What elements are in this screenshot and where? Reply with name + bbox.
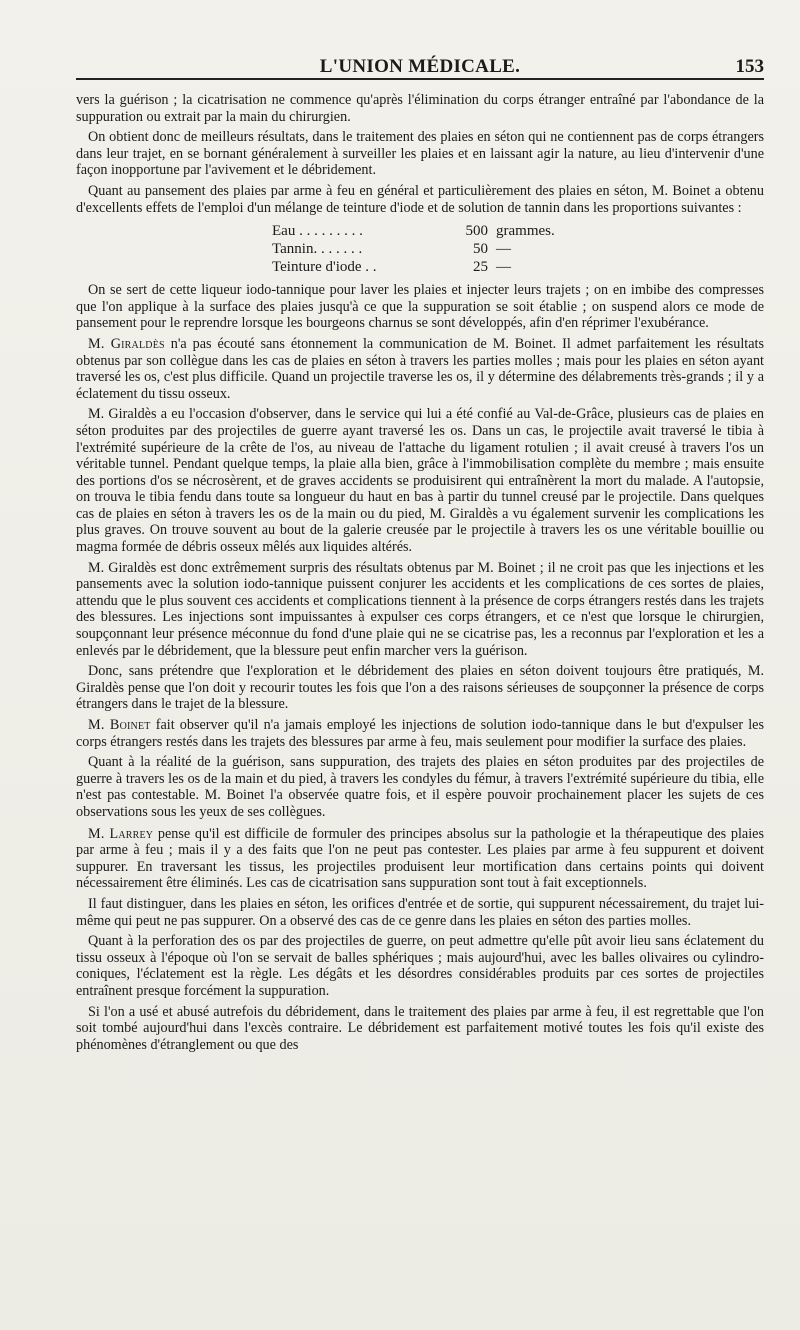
paragraph-5-text: n'a pas écouté sans étonnement la communication de M. Boinet. Il admet parfaitement les résultats obtenus par son collègue dans les cas de plaies en séton à travers les parties molles ; mais pour les plaies en séton ayant traversé les os, c'est plus difficile. Quand un projectile traverse les os, il y détermine des délabrements très-grands ; il y a éclatement du tissu osseux. (76, 335, 764, 402)
paragraph-8: Donc, sans prétendre que l'exploration et le débridement des plaies en séton doivent toujours être pratiqués, M. Giraldès pense que l'on doit y recourir toutes les fois que l'on a des raisons sérieuses de soupçonner la présence de corps étrangers dans le trajet de la blessure. (76, 663, 764, 713)
paragraph-12: Il faut distinguer, dans les plaies en séton, les orifices d'entrée et de sortie, qui suppurent nécessairement, du trajet lui-même qui peut ne pas suppurer. On a observé des cas de ce genre dans les plaies en séton des parties molles. (76, 895, 764, 929)
recipe-row-iodine (272, 258, 572, 276)
recipe-row-tannin (272, 240, 572, 258)
running-header (76, 48, 764, 80)
quantity-water: 500 (465, 223, 488, 240)
paragraph-5 (76, 336, 764, 402)
speaker-boinet: M. Boinet (88, 717, 151, 733)
page-number: 153 (735, 56, 764, 77)
paragraph-7: M. Giraldès est donc extrêmement surpris des résultats obtenus par M. Boinet ; il ne croit pas que les injections et les pansements avec la solution iodo-tannique puissent conjurer les accidents et les complications de ces sortes de plaies, attendu que le plus souvent ces accidents et complications tiennent à la présence de corps étrangers restés dans les trajets des blessures. Les injections sont impuissantes à expulser ces corps étrangers, et ce n'est que lorsque le chirurgien, soupçonnant leur présence méconnue du fond d'une plaie qui ne se cicatrise pas, les a reconnus par l'exploration et les a enlevés par le débridement, que la blessure peut enfin marcher vers la guérison. (76, 559, 764, 659)
ingredient-tannin: Tannin. . . . . . . (272, 241, 363, 258)
paragraph-6: M. Giraldès a eu l'occasion d'observer, dans le service qui lui a été confié au Val-de-Grâce, plusieurs cas de plaies en séton produites par des projectiles de guerre ayant traversé les os. Dans un cas, le projectile avait traversé le tibia à l'extrémité supérieure de la crête de l'os, au niveau de l'attache du ligament rotulien ; il avait creusé à travers l'os un véritable tunnel. Pendant quelque temps, la plaie alla bien, grâce à l'immobilisation complète du membre ; mais ensuite des portions d'os se nécrosèrent, et de graves accidents se produisirent qui entraînèrent la mort du malade. A l'autopsie, on trouva le tibia fendu dans toute sa longueur du haut en bas à partir du tunnel creusé par le projectile. Dans quelques cas de plaies en séton à travers les os de la main ou du pied, M. Giraldès a vu également survenir les complications les plus graves. On trouve souvent au bout de la galerie creusée par le projectile à travers les os une véritable bouillie ou magma formée de débris osseux mêlés aux liquides altérés. (76, 406, 764, 556)
speaker-larrey: M. Larrey (88, 825, 154, 842)
paragraph-10: Quant à la réalité de la guérison, sans suppuration, des trajets des plaies en séton produites par des projectiles de guerre à travers les os de la main et du pied, à travers les condyles du fémur, à travers l'extrémité supérieure du tibia, elle n'est pas contestable. M. Boinet l'a observée quatre fois, et il espère pouvoir prochainement placer les sujets de ces observations sous les yeux de ses collègues. (76, 754, 764, 820)
paragraph-11 (76, 826, 764, 892)
paragraph-9 (76, 717, 764, 750)
iodine-tannin-recipe (272, 222, 572, 276)
recipe-row-water (272, 222, 572, 240)
paragraph-3: Quant au pansement des plaies par arme à feu en général et particulièrement des plaies en séton, M. Boinet a obtenu d'excellents effets de l'emploi d'un mélange de teinture d'iode et de solution de tannin dans les proportions suivantes : (76, 182, 764, 216)
paragraph-9-text: fait observer qu'il n'a jamais employé les injections de solution iodo-tannique dans le but d'expulser les corps étrangers restés dans les trajets des blessures par arme à feu, mais seulement pour modifier la surface des plaies. (76, 717, 764, 750)
paragraph-11-text: pense qu'il est difficile de formuler des principes absolus sur la pathologie et la thérapeutique des plaies par arme à feu ; mais il y a des faits que l'on ne peut pas contester. Les plaies par arme à feu suppurent et doivent suppurer. En traversant les tissus, les projectiles produisent leur mortification dans certains points qui doivent nécessairement être éliminés. Les cas de cicatrisation sans suppuration sont tout à fait exceptionnels. (76, 825, 764, 892)
article-body (76, 92, 764, 1053)
unit-tannin: — (496, 241, 511, 258)
ingredient-iodine: Teinture d'iode . . (272, 259, 377, 276)
ingredient-water: Eau . . . . . . . . . (272, 223, 363, 240)
journal-title: L'UNION MÉDICALE. (319, 56, 521, 77)
paragraph-1: vers la guérison ; la cicatrisation ne commence qu'après l'élimination du corps étranger entraîné par l'abondance de la suppuration ou extrait par la main du chirurgien. (76, 92, 764, 125)
paragraph-13: Quant à la perforation des os par des projectiles de guerre, on peut admettre qu'elle pût avoir lieu sans éclatement du tissu osseux à l'époque où l'on se servait de balles sphériques ; mais aujourd'hui, avec les balles olivaires ou cylindro-coniques, l'éclatement est la règle. Les dégâts et les désordres considérables produits par ces sortes de projectiles entraînent presque forcément la suppuration. (76, 933, 764, 999)
paragraph-4: On se sert de cette liqueur iodo-tannique pour laver les plaies et injecter leurs trajets ; on en imbibe des compresses que l'on applique à la surface des plaies jusqu'à ce que la suppuration se soit établie ; on suspend alors ce mode de pansement pour le reprendre lorsque les bourgeons charnus se sont développés, afin d'en réprimer l'exubérance. (76, 282, 764, 332)
paragraph-14: Si l'on a usé et abusé autrefois du débridement, dans le traitement des plaies par arme à feu, il est regrettable que l'on soit tombé aujourd'hui dans l'excès contraire. Le débridement est parfaitement motivé toutes les fois qu'il existe des phénomènes d'étranglement ou que des (76, 1003, 764, 1053)
speaker-giraldes: M. Giraldès (88, 335, 165, 352)
paragraph-2: On obtient donc de meilleurs résultats, dans le traitement des plaies en séton qui ne contiennent pas de corps étrangers dans leur trajet, en se bornant généralement à surveiller les plaies et en laissant agir la nature, au lieu d'intervenir d'une façon inopportune par l'avivement et le débridement. (76, 129, 764, 179)
unit-iodine: — (496, 259, 511, 276)
quantity-tannin: 50 (473, 241, 488, 258)
quantity-iodine: 25 (473, 259, 488, 276)
unit-water: grammes. (496, 223, 555, 240)
